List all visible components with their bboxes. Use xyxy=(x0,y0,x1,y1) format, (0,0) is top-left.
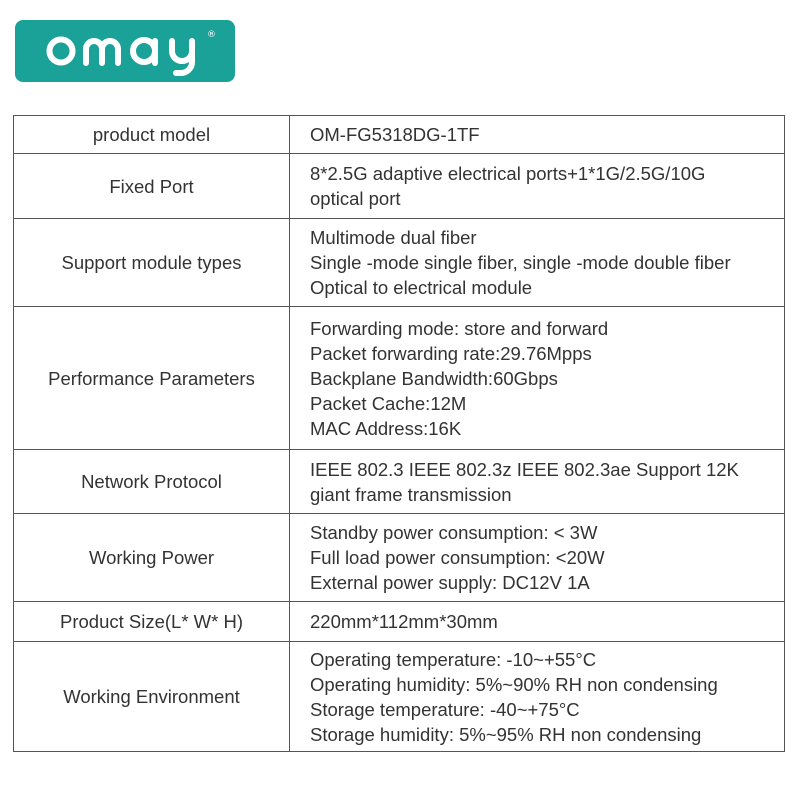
spec-value xyxy=(290,307,785,450)
spec-row-network-protocol xyxy=(14,450,785,514)
spec-label: Fixed Port xyxy=(14,154,290,219)
spec-row-working-power xyxy=(14,514,785,602)
spec-value-line: Storage humidity: 5%~95% RH non condensing xyxy=(310,723,702,745)
spec-value-line: IEEE 802.3 IEEE 802.3z IEEE 802.3ae Support 12K giant frame transmission xyxy=(310,458,739,505)
trademark-symbol: ® xyxy=(207,30,216,40)
spec-row-product-model xyxy=(14,116,785,154)
spec-value-line: OM-FG5318DG-1TF xyxy=(310,124,480,145)
spec-value xyxy=(290,219,785,307)
spec-value xyxy=(290,116,785,154)
spec-value-line: Backplane Bandwidth:60Gbps xyxy=(310,367,558,389)
spec-value-line: Multimode dual fiber xyxy=(310,227,477,248)
spec-value xyxy=(290,450,785,514)
spec-value xyxy=(290,154,785,219)
spec-value-line: Single -mode single fiber, single -mode double fiber xyxy=(310,252,731,273)
spec-value-line: Forwarding mode: store and forward xyxy=(310,317,609,339)
spec-label: product model xyxy=(14,116,290,154)
spec-value xyxy=(290,514,785,602)
spec-value-line: MAC Address:16K xyxy=(310,417,462,439)
spec-value xyxy=(290,602,785,642)
spec-value-line: Optical to electrical module xyxy=(310,277,533,298)
spec-label: Product Size(L* W* H) xyxy=(14,602,290,642)
spec-value-line: Storage temperature: -40~+75°C xyxy=(310,698,580,720)
spec-value-line: 8*2.5G adaptive electrical ports+1*1G/2.5G/10G optical port xyxy=(310,163,706,209)
spec-row-performance-parameters xyxy=(14,307,785,450)
spec-value-line: Standby power consumption: < 3W xyxy=(310,522,598,543)
spec-label: Working Power xyxy=(14,514,290,602)
spec-value-line: Operating humidity: 5%~90% RH non condensing xyxy=(310,673,718,695)
spec-table xyxy=(13,115,785,752)
spec-value-line: Full load power consumption: <20W xyxy=(310,547,605,568)
spec-row-fixed-port xyxy=(14,154,785,219)
spec-row-working-environment xyxy=(14,642,785,752)
spec-value-line: Operating temperature: -10~+55°C xyxy=(310,648,597,670)
spec-value-line: Packet forwarding rate:29.76Mpps xyxy=(310,342,592,364)
spec-value-line: External power supply: DC12V 1A xyxy=(310,572,590,593)
spec-row-product-size xyxy=(14,602,785,642)
spec-value-line: 220mm*112mm*30mm xyxy=(310,611,498,632)
spec-row-support-module-types xyxy=(14,219,785,307)
spec-value-line: Packet Cache:12M xyxy=(310,392,467,414)
spec-label: Performance Parameters xyxy=(14,307,290,450)
brand-logo xyxy=(15,20,235,82)
spec-label: Support module types xyxy=(14,219,290,307)
spec-label: Network Protocol xyxy=(14,450,290,514)
omay-logo-mark xyxy=(15,20,235,82)
spec-label: Working Environment xyxy=(14,642,290,752)
spec-value xyxy=(290,642,785,752)
